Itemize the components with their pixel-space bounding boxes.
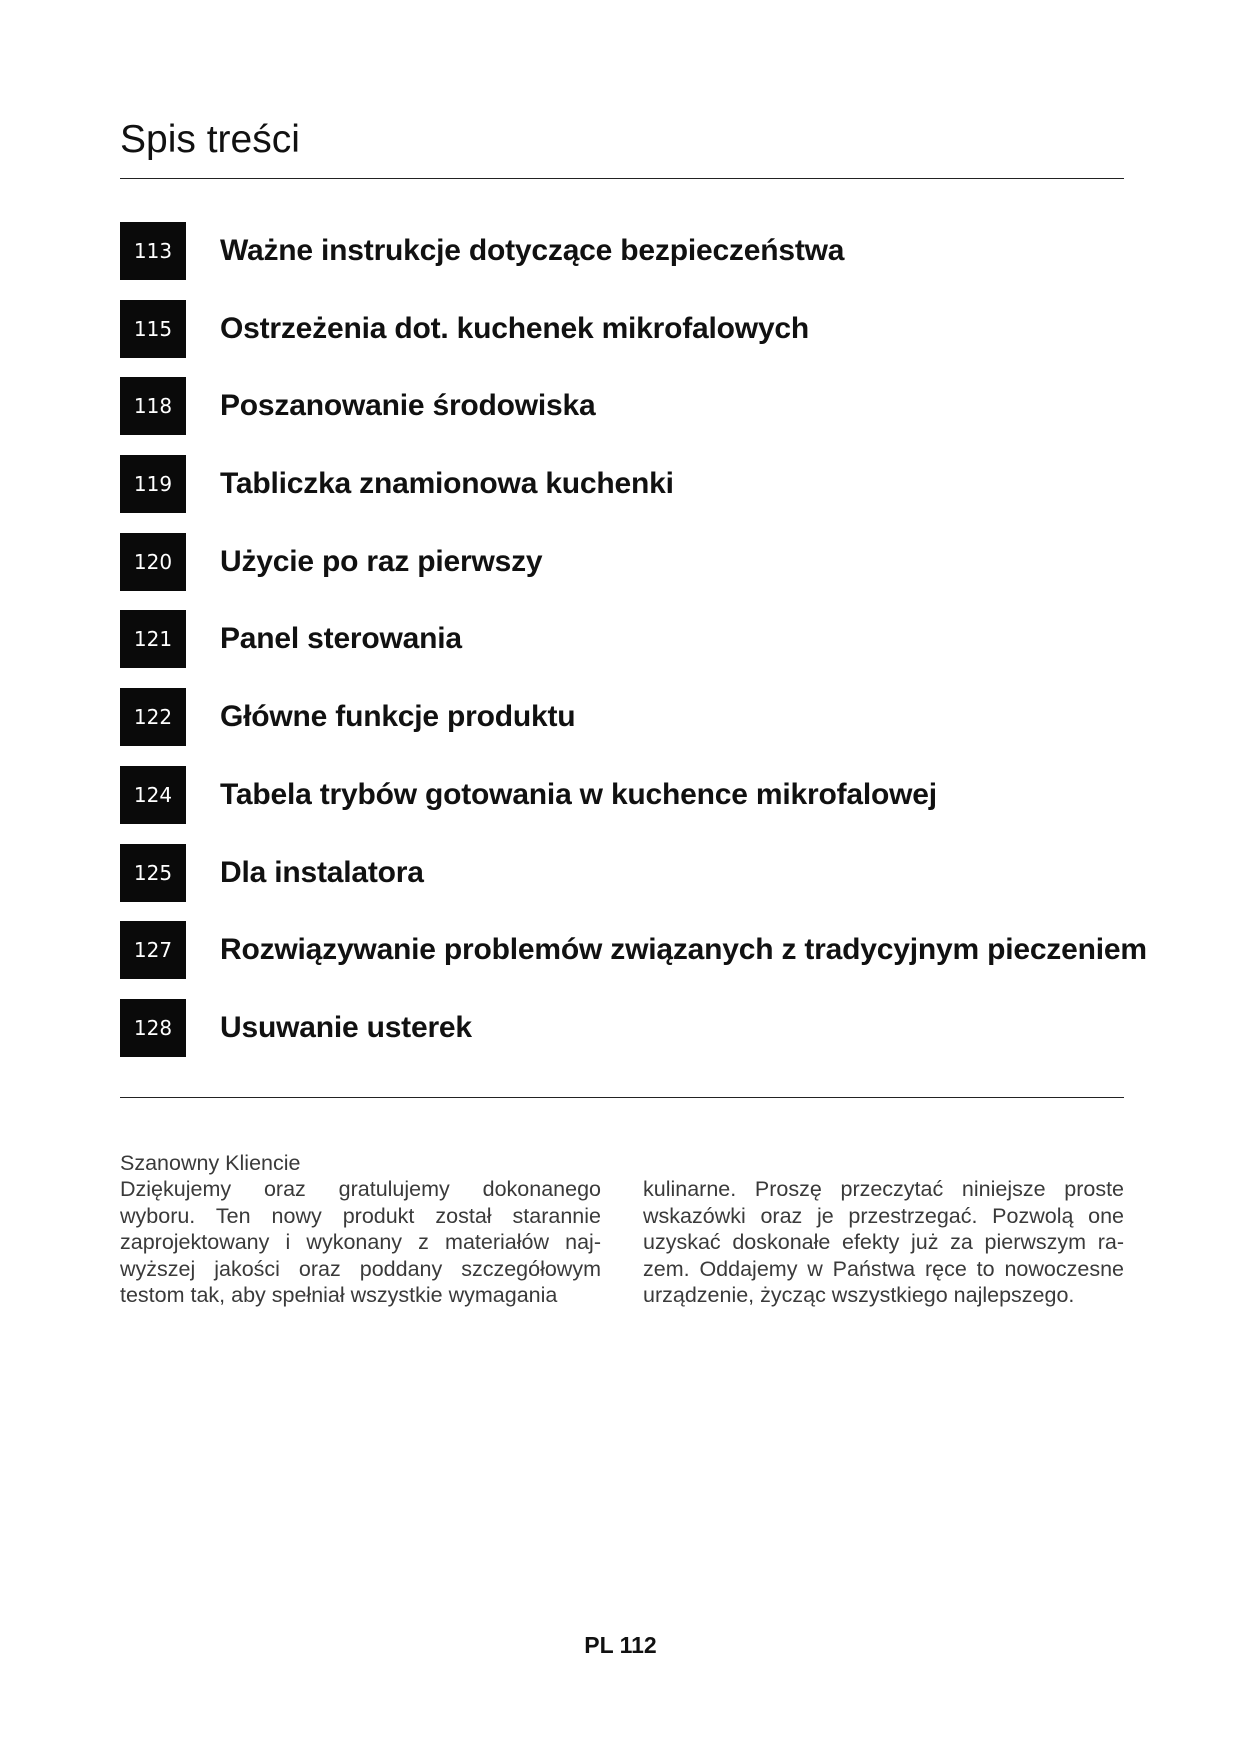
toc-label: Tabela trybów gotowania w kuchence mikrofalowej bbox=[220, 777, 937, 811]
intro-text bbox=[120, 1150, 1124, 1308]
title-divider bbox=[120, 178, 1124, 179]
intro-columns bbox=[120, 1176, 1124, 1308]
toc-item[interactable] bbox=[120, 610, 1130, 668]
toc-label: Dla instalatora bbox=[220, 855, 424, 889]
toc-page-number: 119 bbox=[120, 455, 186, 513]
intro-column-right: kulinarne. Proszę przeczytać niniejsze proste wskazówki oraz je przestrzegać. Pozwolą one uzyskać doskonałe efekty już za pierwszym ra- zem. Oddajemy w Państwa ręce to nowoczesne urządzenie, życząc wszystkiego najlepszego. bbox=[643, 1177, 1124, 1308]
page-title: Spis treści bbox=[120, 118, 300, 161]
toc-label: Użycie po raz pierwszy bbox=[220, 544, 543, 578]
toc-page-number: 115 bbox=[120, 300, 186, 358]
toc-label: Ostrzeżenia dot. kuchenek mikrofalowych bbox=[220, 311, 810, 345]
toc-page-number: 127 bbox=[120, 921, 186, 979]
toc-label: Panel sterowania bbox=[220, 622, 462, 656]
toc-item[interactable] bbox=[120, 688, 1130, 746]
toc-item[interactable] bbox=[120, 844, 1130, 902]
toc-item[interactable] bbox=[120, 533, 1130, 591]
toc-item[interactable] bbox=[120, 222, 1130, 280]
toc-item[interactable] bbox=[120, 921, 1147, 979]
toc-item[interactable] bbox=[120, 455, 1130, 513]
toc-item[interactable] bbox=[120, 377, 1130, 435]
page-number: PL 112 bbox=[584, 1632, 657, 1658]
toc-page-number: 118 bbox=[120, 377, 186, 435]
toc-label: Usuwanie usterek bbox=[220, 1010, 472, 1044]
toc-divider bbox=[120, 1097, 1124, 1098]
toc-page-number: 122 bbox=[120, 688, 186, 746]
intro-column-left: Dziękujemy oraz gratulujemy dokonanego wyboru. Ten nowy produkt został starannie zaprojektowany i wykonany z materiałów naj- wyższej jakości oraz poddany szczegółowym testom tak, aby spełniał wszystkie wymagania bbox=[120, 1177, 601, 1308]
toc-label: Główne funkcje produktu bbox=[220, 700, 576, 734]
toc-item[interactable] bbox=[120, 999, 1130, 1057]
greeting: Szanowny Kliencie bbox=[120, 1151, 301, 1175]
toc-page-number: 120 bbox=[120, 533, 186, 591]
toc-label: Rozwiązywanie problemów związanych z tradycyjnym pieczeniem bbox=[220, 933, 1147, 967]
toc-item[interactable] bbox=[120, 300, 1130, 358]
toc-page-number: 125 bbox=[120, 844, 186, 902]
toc-page-number: 113 bbox=[120, 222, 186, 280]
table-of-contents bbox=[120, 222, 1147, 1077]
toc-label: Tabliczka znamionowa kuchenki bbox=[220, 467, 674, 501]
toc-item[interactable] bbox=[120, 766, 1130, 824]
toc-label: Ważne instrukcje dotyczące bezpieczeństwa bbox=[220, 234, 845, 267]
toc-page-number: 124 bbox=[120, 766, 186, 824]
toc-label: Poszanowanie środowiska bbox=[220, 389, 596, 423]
toc-page-number: 128 bbox=[120, 999, 186, 1057]
toc-page-number: 121 bbox=[120, 610, 186, 668]
